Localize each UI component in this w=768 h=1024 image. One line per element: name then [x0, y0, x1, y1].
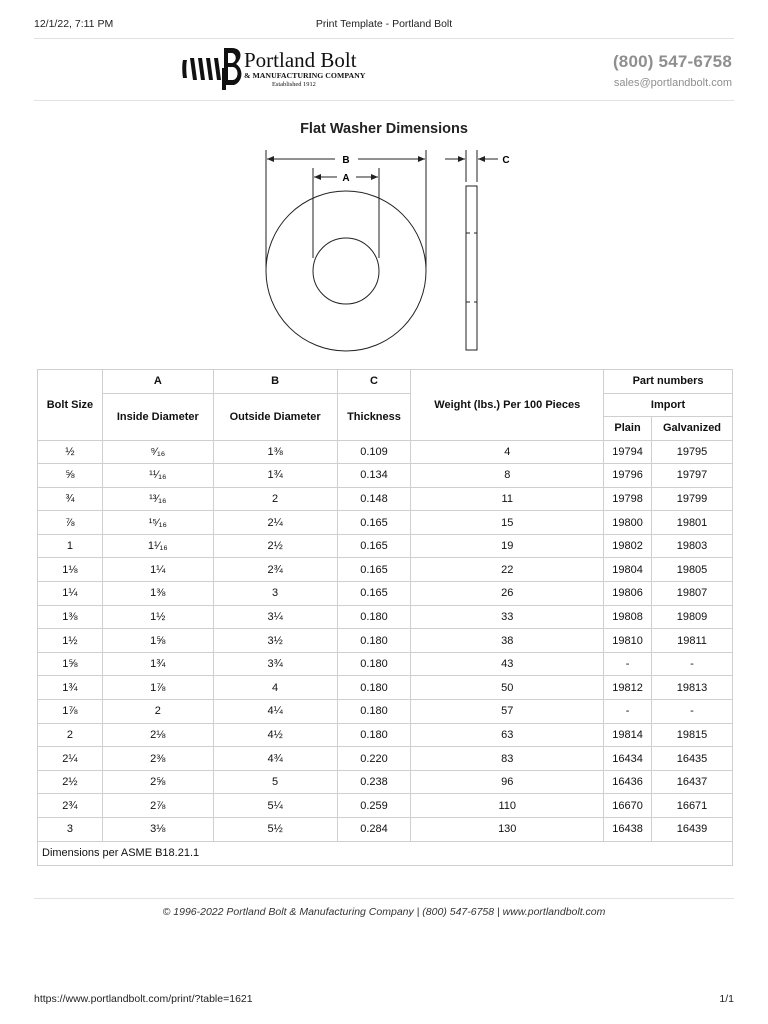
cell-plain: 19812	[604, 676, 652, 700]
cell-weight: 83	[411, 747, 604, 771]
cell-galvanized: 19809	[652, 605, 733, 629]
cell-bolt-size: 3	[38, 818, 103, 842]
cell-bolt-size: 1½	[38, 629, 103, 653]
cell-thickness: 0.165	[337, 534, 411, 558]
cell-thickness: 0.180	[337, 700, 411, 724]
cell-outside-diameter: 2½	[213, 534, 337, 558]
cell-bolt-size: 2	[38, 723, 103, 747]
cell-galvanized: 19803	[652, 534, 733, 558]
table-note: Dimensions per ASME B18.21.1	[38, 841, 733, 865]
cell-galvanized: 19797	[652, 464, 733, 488]
cell-thickness: 0.259	[337, 794, 411, 818]
cell-plain: 19798	[604, 487, 652, 511]
table-note-row	[38, 841, 733, 865]
cell-bolt-size: 1¾	[38, 676, 103, 700]
cell-outside-diameter: 5	[213, 770, 337, 794]
cell-thickness: 0.180	[337, 605, 411, 629]
cell-bolt-size: ½	[38, 440, 103, 464]
cell-plain: 16434	[604, 747, 652, 771]
cell-galvanized: 16435	[652, 747, 733, 771]
header-c: C	[337, 370, 411, 394]
cell-outside-diameter: 5½	[213, 818, 337, 842]
cell-bolt-size: 1	[38, 534, 103, 558]
cell-bolt-size: 1⅝	[38, 652, 103, 676]
table-row	[38, 770, 733, 794]
print-url[interactable]: https://www.portlandbolt.com/print/?table=1621	[34, 993, 253, 1005]
cell-outside-diameter: 2	[213, 487, 337, 511]
cell-weight: 57	[411, 700, 604, 724]
cell-inside-diameter: 1½	[102, 605, 213, 629]
bolt-logo-icon	[180, 44, 244, 92]
cell-inside-diameter: 2⅛	[102, 723, 213, 747]
cell-plain: 16670	[604, 794, 652, 818]
table-row	[38, 629, 733, 653]
washer-diagram	[255, 146, 515, 360]
cell-thickness: 0.109	[337, 440, 411, 464]
cell-thickness: 0.180	[337, 652, 411, 676]
cell-plain: 19808	[604, 605, 652, 629]
cell-inside-diameter: ¹⁵⁄₁₆	[102, 511, 213, 535]
cell-plain: 19814	[604, 723, 652, 747]
cell-weight: 11	[411, 487, 604, 511]
cell-thickness: 0.180	[337, 629, 411, 653]
cell-weight: 8	[411, 464, 604, 488]
cell-thickness: 0.148	[337, 487, 411, 511]
cell-inside-diameter: 1⅞	[102, 676, 213, 700]
cell-outside-diameter: 3¾	[213, 652, 337, 676]
cell-plain: 19806	[604, 582, 652, 606]
contact-email[interactable]: sales@portlandbolt.com	[613, 77, 732, 89]
cell-weight: 15	[411, 511, 604, 535]
page-footer: © 1996-2022 Portland Bolt & Manufacturing Company | (800) 547-6758 | www.portlandbolt.com	[162, 906, 606, 918]
cell-plain: -	[604, 652, 652, 676]
cell-bolt-size: ⅝	[38, 464, 103, 488]
header-b: B	[213, 370, 337, 394]
cell-outside-diameter: 2¾	[213, 558, 337, 582]
header-inside-diameter: Inside Diameter	[102, 393, 213, 440]
cell-outside-diameter: 1⅜	[213, 440, 337, 464]
cell-outside-diameter: 3	[213, 582, 337, 606]
cell-bolt-size: ¾	[38, 487, 103, 511]
cell-plain: 19804	[604, 558, 652, 582]
print-page-number: 1/1	[719, 993, 734, 1005]
cell-galvanized: 19801	[652, 511, 733, 535]
cell-thickness: 0.238	[337, 770, 411, 794]
cell-thickness: 0.165	[337, 511, 411, 535]
contact-phone[interactable]: (800) 547-6758	[612, 52, 732, 71]
cell-outside-diameter: 4¼	[213, 700, 337, 724]
cell-galvanized: -	[652, 700, 733, 724]
header-thickness: Thickness	[337, 393, 411, 440]
label-a: A	[342, 173, 350, 184]
cell-plain: 16438	[604, 818, 652, 842]
table-row	[38, 723, 733, 747]
cell-weight: 38	[411, 629, 604, 653]
cell-inside-diameter: 1¾	[102, 652, 213, 676]
cell-bolt-size: ⅞	[38, 511, 103, 535]
label-c: C	[502, 155, 510, 166]
cell-inside-diameter: ¹³⁄₁₆	[102, 487, 213, 511]
cell-weight: 4	[411, 440, 604, 464]
header-weight: Weight (lbs.) Per 100 Pieces	[411, 370, 604, 441]
header-outside-diameter: Outside Diameter	[213, 393, 337, 440]
cell-weight: 50	[411, 676, 604, 700]
cell-plain: 19802	[604, 534, 652, 558]
cell-inside-diameter: 3⅛	[102, 818, 213, 842]
cell-galvanized: 19805	[652, 558, 733, 582]
logo-name: Portland Bolt	[244, 48, 357, 72]
cell-plain: 16436	[604, 770, 652, 794]
logo-divider	[34, 100, 734, 101]
header-divider	[34, 38, 734, 39]
cell-thickness: 0.180	[337, 723, 411, 747]
cell-inside-diameter: ¹¹⁄₁₆	[102, 464, 213, 488]
cell-galvanized: 19807	[652, 582, 733, 606]
cell-galvanized: 16671	[652, 794, 733, 818]
logo-subtitle: & MANUFACTURING COMPANY	[244, 71, 366, 80]
washer-dimensions-table	[37, 369, 733, 866]
cell-inside-diameter: 2⅝	[102, 770, 213, 794]
company-logo[interactable]	[180, 44, 380, 92]
document-title: Flat Washer Dimensions	[300, 121, 468, 137]
washer-inner-circle	[313, 238, 379, 304]
cell-bolt-size: 2½	[38, 770, 103, 794]
cell-inside-diameter: 2	[102, 700, 213, 724]
cell-galvanized: 19815	[652, 723, 733, 747]
logo-established: Established 1912	[272, 81, 316, 88]
table-row	[38, 747, 733, 771]
cell-inside-diameter: 1¹⁄₁₆	[102, 534, 213, 558]
cell-weight: 33	[411, 605, 604, 629]
cell-inside-diameter: ⁹⁄₁₆	[102, 440, 213, 464]
table-row	[38, 558, 733, 582]
cell-bolt-size: 1⅞	[38, 700, 103, 724]
header-part-numbers: Part numbers	[604, 370, 733, 394]
footer-divider	[34, 898, 734, 899]
header-bolt-size: Bolt Size	[38, 370, 103, 441]
print-title: Print Template - Portland Bolt	[315, 18, 453, 30]
print-date: 12/1/22, 7:11 PM	[34, 18, 114, 30]
cell-outside-diameter: 1¾	[213, 464, 337, 488]
cell-galvanized: -	[652, 652, 733, 676]
cell-inside-diameter: 1⅜	[102, 582, 213, 606]
cell-weight: 110	[411, 794, 604, 818]
cell-galvanized: 16439	[652, 818, 733, 842]
cell-outside-diameter: 5¼	[213, 794, 337, 818]
header-import: Import	[604, 393, 733, 417]
cell-outside-diameter: 2¼	[213, 511, 337, 535]
cell-galvanized: 19799	[652, 487, 733, 511]
cell-thickness: 0.284	[337, 818, 411, 842]
cell-outside-diameter: 3¼	[213, 605, 337, 629]
cell-outside-diameter: 3½	[213, 629, 337, 653]
cell-weight: 130	[411, 818, 604, 842]
cell-thickness: 0.165	[337, 582, 411, 606]
cell-inside-diameter: 1⅝	[102, 629, 213, 653]
print-header	[34, 18, 734, 32]
cell-plain: 19794	[604, 440, 652, 464]
table-row	[38, 487, 733, 511]
cell-bolt-size: 2¾	[38, 794, 103, 818]
contact-block	[613, 52, 732, 89]
cell-bolt-size: 1⅜	[38, 605, 103, 629]
cell-plain: 19800	[604, 511, 652, 535]
table-row	[38, 676, 733, 700]
table-row	[38, 440, 733, 464]
table-row	[38, 818, 733, 842]
cell-weight: 22	[411, 558, 604, 582]
cell-weight: 26	[411, 582, 604, 606]
cell-plain: -	[604, 700, 652, 724]
table-row	[38, 464, 733, 488]
cell-inside-diameter: 2⅜	[102, 747, 213, 771]
washer-outer-circle	[266, 191, 426, 351]
cell-galvanized: 16437	[652, 770, 733, 794]
cell-inside-diameter: 1¼	[102, 558, 213, 582]
cell-weight: 96	[411, 770, 604, 794]
table-row	[38, 534, 733, 558]
cell-weight: 43	[411, 652, 604, 676]
table-row	[38, 700, 733, 724]
cell-plain: 19810	[604, 629, 652, 653]
table-row	[38, 511, 733, 535]
cell-thickness: 0.165	[337, 558, 411, 582]
cell-plain: 19796	[604, 464, 652, 488]
cell-weight: 19	[411, 534, 604, 558]
header-plain: Plain	[604, 417, 652, 441]
cell-bolt-size: 1¼	[38, 582, 103, 606]
cell-weight: 63	[411, 723, 604, 747]
table-row	[38, 652, 733, 676]
cell-thickness: 0.220	[337, 747, 411, 771]
table-row	[38, 582, 733, 606]
cell-bolt-size: 2¼	[38, 747, 103, 771]
cell-galvanized: 19813	[652, 676, 733, 700]
cell-thickness: 0.180	[337, 676, 411, 700]
table-row	[38, 605, 733, 629]
cell-outside-diameter: 4½	[213, 723, 337, 747]
cell-outside-diameter: 4	[213, 676, 337, 700]
cell-galvanized: 19795	[652, 440, 733, 464]
header-galvanized: Galvanized	[652, 417, 733, 441]
cell-inside-diameter: 2⅞	[102, 794, 213, 818]
label-b: B	[342, 155, 350, 166]
header-a: A	[102, 370, 213, 394]
table-row	[38, 794, 733, 818]
cell-bolt-size: 1⅛	[38, 558, 103, 582]
cell-thickness: 0.134	[337, 464, 411, 488]
cell-galvanized: 19811	[652, 629, 733, 653]
cell-outside-diameter: 4¾	[213, 747, 337, 771]
